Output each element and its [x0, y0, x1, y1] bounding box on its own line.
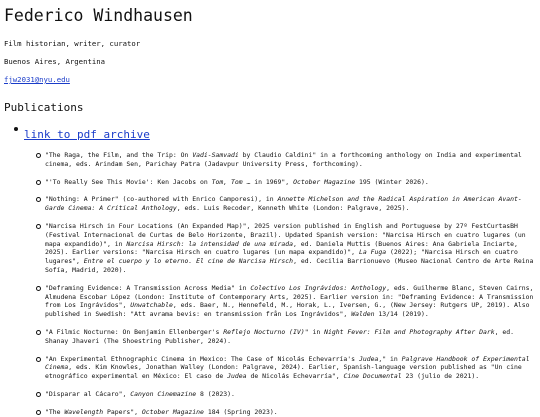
- publication-item: [36, 151, 540, 169]
- publication-title-italic: Unwatchable: [130, 301, 173, 310]
- publication-title-italic: Walden: [351, 310, 375, 319]
- publications-list: [4, 123, 536, 417]
- publication-text: "Nothing: A Primer" (co-authored with Enrico Camporesi), in: [45, 195, 278, 204]
- publication-text: "A Filmic Nocturne: On Benjamin Ellenberger's: [45, 327, 224, 336]
- publication-items: [24, 151, 536, 417]
- publication-text: "Narcisa Hirsch in Four Locations (An Expanded Map)", 2025 version published in English and Portuguese by 27º FestCurtasBH (Festival Internacional de Curtas de Belo Horizonte, Brazil). Updated Spanish version: "Narcisa Hirsch en cuatro lugares (un mapa expandido)", in: [45, 221, 526, 248]
- publication-title-italic: Cine Documental: [343, 372, 402, 381]
- publication-text: "Deframing Evidence: A Transmission Across Media" in: [45, 283, 251, 292]
- publication-item: [36, 195, 540, 213]
- circle-bullet-icon: [36, 286, 41, 291]
- publication-text: (2022); "Narcisa Hirsch en cuatro lugares",: [45, 248, 518, 266]
- publication-title-italic: Canyon Cinemazine: [130, 389, 197, 398]
- publication-text: "Disparar al Cácaro",: [45, 389, 131, 398]
- publications-heading: Publications: [4, 101, 84, 114]
- publication-title-italic: Night Fever: Film and Photography After Dark: [324, 327, 495, 336]
- publication-title-italic: Entre el cuerpo y lo eterno. El cine de Narcisa Hirsch: [83, 257, 294, 266]
- archive-list-item: [12, 123, 536, 417]
- author-location: Buenos Aires, Argentina: [4, 57, 106, 66]
- publication-item: [36, 178, 540, 187]
- publication-text: … in 1969",: [242, 177, 294, 186]
- circle-bullet-icon: [36, 392, 41, 397]
- publication-title-italic: Narcisa Hirsch: la intensidad de una mirada: [126, 239, 294, 248]
- circle-bullet-icon: [36, 224, 41, 229]
- publication-title-italic: Wavelength: [64, 407, 104, 416]
- publication-title-italic: Vadi-Samvadi: [192, 151, 239, 159]
- publication-text: , eds. Luis Recoder, Kenneth White (London: Palgrave, 2025).: [176, 204, 410, 213]
- pdf-archive-link[interactable]: link to pdf archive: [24, 128, 150, 141]
- circle-bullet-icon: [36, 197, 41, 202]
- publication-text: "An Experimental Ethnographic Cinema in Mexico: The Case of Nicolás Echevarría's: [45, 354, 359, 363]
- publication-text: , eds. Kim Knowles, Jonathan Walley (London: Palgrave, 2024). Earlier, Spanish-language version published as "Un cine etnográfico experimental en México: El caso de: [45, 363, 522, 381]
- publication-text: 23 (julio de 2021).: [401, 372, 480, 381]
- publication-title-italic: Tom, Tom: [211, 177, 243, 186]
- disc-bullet-icon: [14, 127, 18, 131]
- circle-bullet-icon: [36, 180, 41, 185]
- publication-title-italic: Colectivo Los Ingrávidos: Anthology: [250, 283, 387, 292]
- publication-text: 8 (2023).: [196, 389, 235, 398]
- publication-text: , ed. Cecilia Barrionuevo (Museo Nacional Centro de Arte Reina Sofía, Madrid, 2020).: [45, 257, 534, 274]
- publication-text: by Claudio Caldini" in a forthcoming anthology on India and experimental cinema, eds. Arindam Sen, Parichay Patra (Jadavpur University Press, forthcoming).: [45, 151, 522, 168]
- publication-item: [36, 284, 540, 319]
- publication-text: de Nicolás Echevarría",: [246, 372, 344, 381]
- publication-text: ," in: [378, 354, 402, 363]
- publication-item: [36, 222, 540, 275]
- publication-text: 184 (Spring 2023).: [203, 407, 278, 416]
- email-link[interactable]: fjw2031@nyu.edu: [4, 75, 70, 84]
- publication-title-italic: Reflejo Nocturno (IV): [223, 327, 305, 336]
- publication-text: , ed. Daniela Muttis (Buenos Aires: Ana Gabriela Inciarte, 2025). Earlier versions: "Narcisa Hirsch en cuatro lugares (un mapa expandido)",: [45, 239, 518, 257]
- publication-text: , ed. Shanay Jhaveri (The Shoestring Publisher, 2024).: [45, 327, 514, 345]
- publication-item: [36, 408, 540, 417]
- publication-text: " in: [304, 327, 325, 336]
- publication-title-italic: Annette Michelson and the Radical Aspiration in American Avant-Garde Cinema: A Critical Anthology: [45, 195, 522, 213]
- publication-text: "The Raga, the Film, and the Trip: On: [45, 151, 193, 159]
- publication-text: "The: [45, 407, 65, 416]
- publication-text: 13/14 (2019).: [374, 310, 429, 319]
- publication-text: , eds. Guilherme Blanc, Steven Cairns, Almudena Escobar López (London: Institute of Contemporary Arts, 2025). Earlier version in: "Deframing Evidence: A Transmission from Los Ingrávidos",: [45, 283, 534, 310]
- publication-title-italic: Judea: [227, 372, 247, 381]
- publication-item: [36, 390, 540, 399]
- circle-bullet-icon: [36, 153, 41, 158]
- author-role: Film historian, writer, curator: [4, 39, 141, 48]
- publication-title-italic: October Magazine: [141, 407, 204, 416]
- publication-title-italic: La Fuga: [358, 248, 387, 257]
- publication-item: [36, 328, 540, 346]
- publication-item: [36, 355, 540, 381]
- publication-text: Papers",: [103, 407, 142, 416]
- circle-bullet-icon: [36, 410, 41, 415]
- author-name: Federico Windhausen: [4, 6, 193, 25]
- publication-title-italic: Palgrave Handbook of Experimental Cinema: [45, 354, 530, 372]
- publication-text: , eds. Baer, N., Hennefeld, M., Horak, L., Iversen, G., (New Jersey: Rutgers UP, 2019). Also published in Swedish: "Att avrama bevis: en transmission från Los Ingrávidos",: [45, 301, 530, 319]
- publication-title-italic: Judea: [358, 354, 379, 363]
- publication-text: 195 (Winter 2026).: [355, 177, 429, 186]
- publication-title-italic: October Magazine: [293, 177, 356, 186]
- circle-bullet-icon: [36, 330, 41, 335]
- publication-text: "'To Really See This Movie': Ken Jacobs on: [45, 177, 212, 186]
- circle-bullet-icon: [36, 357, 41, 362]
